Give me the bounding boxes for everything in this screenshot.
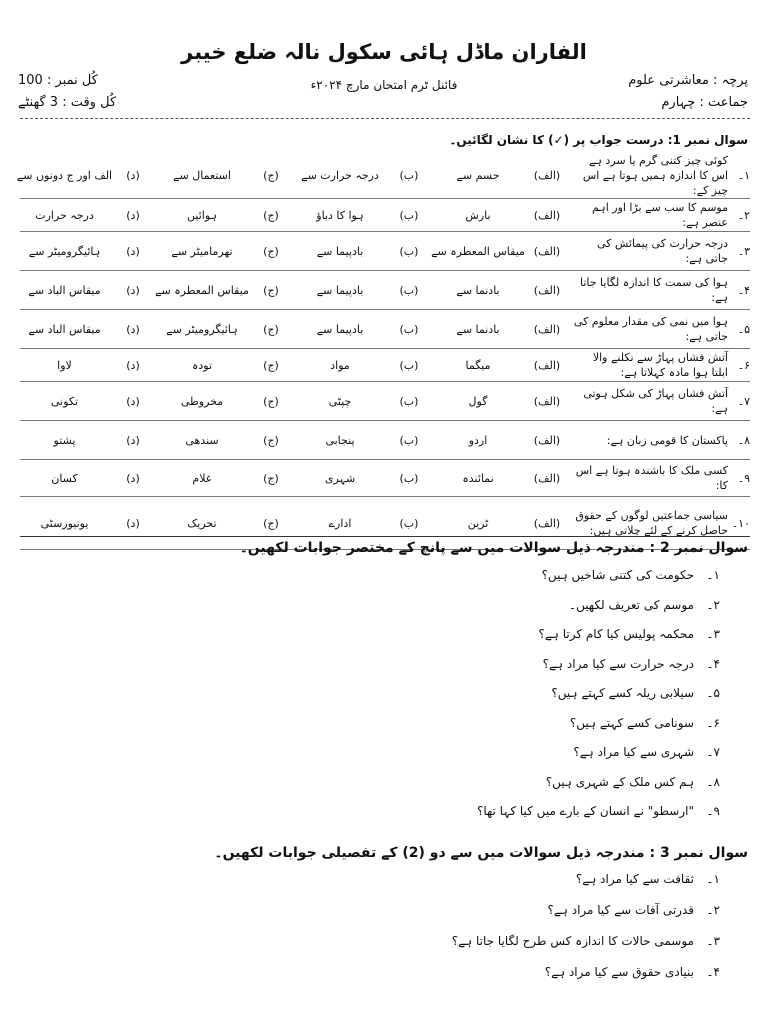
option-text: تودہ xyxy=(191,358,213,372)
mcq-option-c[interactable] xyxy=(153,284,291,297)
mcq-question: درجہ حرارت کی پیمائش کی جاتی ہے: xyxy=(596,237,728,265)
option-text: تکونی xyxy=(50,394,79,408)
option-text: گول xyxy=(468,394,488,408)
option-letter: (د) xyxy=(126,394,140,408)
option-letter: (د) xyxy=(126,244,140,258)
mcq-row xyxy=(16,152,750,199)
mcq-option-a[interactable] xyxy=(429,517,567,530)
option-letter: (ج) xyxy=(263,358,279,372)
question-number: ۱۔ xyxy=(706,872,720,886)
mcq-option-d[interactable] xyxy=(16,395,153,408)
mcq-option-a[interactable] xyxy=(429,359,567,372)
option-text: بادنما سے xyxy=(456,322,500,336)
mcq-option-b[interactable] xyxy=(291,395,429,408)
mcq-row xyxy=(20,310,750,349)
mcq-option-d[interactable] xyxy=(16,359,153,372)
option-letter: (ب) xyxy=(399,394,419,408)
option-letter: (ب) xyxy=(399,283,419,297)
mcq-number: ۱۰۔ xyxy=(731,516,750,530)
mcq-number: ۷۔ xyxy=(737,394,750,408)
option-letter: (الف) xyxy=(533,283,561,297)
q1-heading: سوال نمبر 1: درست جواب پر (✓) کا نشان لگائیں۔ xyxy=(449,133,748,147)
mcq-row xyxy=(20,232,750,271)
mcq-option-a[interactable] xyxy=(429,169,567,182)
mcq-question: کوئی چیز کتنی گرم یا سرد ہے اس کا اندازہ ہمیں ہوتا ہے اس چیز کے: xyxy=(582,153,728,197)
option-text: پنجابی xyxy=(325,433,355,447)
question-number: ۳۔ xyxy=(706,627,720,641)
option-letter: (الف) xyxy=(533,358,561,372)
option-letter: (الف) xyxy=(533,168,561,182)
mcq-number: ۹۔ xyxy=(737,471,750,485)
question-text: سونامی کسے کہتے ہیں؟ xyxy=(569,715,694,730)
mcq-option-c[interactable] xyxy=(153,245,291,258)
question-text: حکومت کی کتنی شاخیں ہیں؟ xyxy=(541,568,694,582)
option-letter: (د) xyxy=(126,322,140,336)
q2-question xyxy=(551,686,720,700)
paper-class: جماعت : چہارم xyxy=(661,95,748,110)
mcq-option-a[interactable] xyxy=(429,472,567,485)
option-letter: (ج) xyxy=(263,283,279,297)
mcq-number: ۲۔ xyxy=(737,208,750,222)
question-number: ۵۔ xyxy=(706,686,720,700)
mcq-question: کسی ملک کا باشندہ ہوتا ہے اس کا: xyxy=(575,464,728,492)
option-letter: (ج) xyxy=(263,322,279,336)
q2-question xyxy=(569,598,720,612)
option-letter: (د) xyxy=(126,208,140,222)
mcq-number: ۱۔ xyxy=(737,168,750,182)
mcq-option-d[interactable] xyxy=(16,472,153,485)
total-time: کُل وقت : 3 گھنٹے xyxy=(18,95,117,110)
option-letter: (الف) xyxy=(533,244,561,258)
option-letter: (ب) xyxy=(399,358,419,372)
mcq-question: آتش فشاں پہاڑ سے نکلنے والا ابلتا ہوا مادہ کہلاتا ہے: xyxy=(592,351,728,379)
question-number: ۲۔ xyxy=(706,597,720,612)
mcq-question: سیاسی جماعتیں لوگوں کے حقوق حاصل کرنے کے لئے چلاتی ہیں: xyxy=(575,509,728,537)
option-letter: (د) xyxy=(126,168,140,182)
school-name: الفاران ماڈل ہائی سکول نالہ ضلع خیبر xyxy=(181,40,587,64)
mcq-option-a[interactable] xyxy=(429,434,567,447)
mcq-option-a[interactable] xyxy=(429,284,567,297)
option-letter: (ج) xyxy=(263,208,279,222)
mcq-question: پاکستان کا قومی زبان ہے: xyxy=(606,433,728,447)
option-text: غلام xyxy=(192,471,212,485)
option-letter: (ج) xyxy=(263,516,279,530)
question-number: ۱۔ xyxy=(706,568,720,582)
option-letter: (الف) xyxy=(533,433,561,447)
total-marks: کُل نمبر : 100 xyxy=(18,73,98,88)
option-letter: (الف) xyxy=(533,322,561,336)
mcq-option-c[interactable] xyxy=(153,323,291,336)
option-letter: (ب) xyxy=(399,322,419,336)
option-letter: (د) xyxy=(126,471,140,485)
mcq-row xyxy=(20,382,750,421)
option-text: میگما xyxy=(465,358,491,372)
question-text: ہم کس ملک کے شہری ہیں؟ xyxy=(545,774,694,789)
question-number: ۷۔ xyxy=(706,745,720,759)
mcq-option-c[interactable] xyxy=(153,517,291,530)
question-text: ثقافت سے کیا مراد ہے؟ xyxy=(575,872,694,886)
mcq-option-d[interactable] xyxy=(16,169,153,182)
q3-question xyxy=(452,934,720,948)
paper-subject: پرچہ : معاشرتی علوم xyxy=(628,73,748,88)
mcq-option-b[interactable] xyxy=(291,245,429,258)
mcq-option-a[interactable] xyxy=(429,209,567,222)
question-text: درجہ حرارت سے کیا مراد ہے؟ xyxy=(542,656,694,671)
mcq-option-b[interactable] xyxy=(291,434,429,447)
mcq-question: ہوا میں نمی کی مقدار معلوم کی جاتی ہے: xyxy=(573,315,728,343)
mcq-option-b[interactable] xyxy=(291,209,429,222)
q3-question xyxy=(547,903,720,917)
option-letter: (ج) xyxy=(263,433,279,447)
option-text: ہائیگرومیٹر سے xyxy=(166,322,238,336)
option-letter: (د) xyxy=(126,358,140,372)
option-text: مواد xyxy=(330,358,350,372)
option-letter: (ب) xyxy=(399,471,419,485)
mcq-row xyxy=(20,199,750,232)
option-letter: (ب) xyxy=(399,208,419,222)
mcq-option-a[interactable] xyxy=(429,395,567,408)
option-letter: (الف) xyxy=(533,516,561,530)
mcq-option-d[interactable] xyxy=(16,434,153,447)
question-text: "ارسطو" نے انسان کے بارے میں کیا کہا تھا؟ xyxy=(476,804,694,818)
option-letter: (ب) xyxy=(399,168,419,182)
option-letter: (ب) xyxy=(399,433,419,447)
mcq-option-c[interactable] xyxy=(153,359,291,372)
option-text: لاوا xyxy=(57,358,72,372)
q3-heading: سوال نمبر 3 : مندرجہ ذیل سوالات میں سے دو (2) کے تفصیلی جوابات لکھیں۔ xyxy=(214,845,748,861)
mcq-number: ۵۔ xyxy=(737,322,750,336)
mcq-number: ۸۔ xyxy=(737,433,750,447)
mcq-row xyxy=(20,271,750,310)
question-text: سیلابی ریلہ کسے کہتے ہیں؟ xyxy=(551,686,694,700)
option-text: استعمال سے xyxy=(173,168,231,182)
mcq-option-d[interactable] xyxy=(16,245,153,258)
option-letter: (الف) xyxy=(533,471,561,485)
q3-question xyxy=(576,872,720,886)
option-letter: (د) xyxy=(126,433,140,447)
mcq-option-d[interactable] xyxy=(16,323,153,336)
option-text: ہائیگرومیٹر سے xyxy=(28,244,101,258)
option-letter: (ج) xyxy=(263,471,279,485)
option-letter: (د) xyxy=(126,283,140,297)
question-number: ۲۔ xyxy=(706,903,720,917)
option-text: میقاس المعطرہ سے xyxy=(155,283,249,297)
option-text: میقاس المعطرہ سے xyxy=(431,244,525,258)
option-letter: (ب) xyxy=(399,244,419,258)
option-text: شہری xyxy=(324,471,356,485)
option-letter: (ج) xyxy=(263,168,279,182)
mcq-option-b[interactable] xyxy=(291,323,429,336)
mcq-table xyxy=(16,152,750,550)
question-number: ۹۔ xyxy=(706,804,720,818)
option-letter: (ج) xyxy=(263,244,279,258)
q2-question xyxy=(570,716,720,730)
option-letter: (الف) xyxy=(533,208,561,222)
mcq-question: ہوا کی سمت کا اندازہ لگایا جاتا ہے: xyxy=(580,276,728,304)
option-text: میقاس الباد سے xyxy=(28,283,101,297)
option-text: بادپیما سے xyxy=(316,322,364,336)
question-text: موسمی حالات کا اندازہ کس طرح لگایا جاتا ہے؟ xyxy=(451,934,694,948)
option-text: میقاس الباد سے xyxy=(28,322,101,336)
mcq-option-a[interactable] xyxy=(429,245,567,258)
option-text: چپٹی xyxy=(328,394,352,408)
mcq-option-b[interactable] xyxy=(291,359,429,372)
question-text: شہری سے کیا مراد ہے؟ xyxy=(573,745,694,759)
q2-question xyxy=(573,745,720,759)
mcq-option-b[interactable] xyxy=(291,517,429,530)
mcq-option-a[interactable] xyxy=(429,323,567,336)
option-text: نمائندہ xyxy=(462,471,494,485)
mcq-row xyxy=(20,349,750,382)
question-number: ۸۔ xyxy=(706,774,720,789)
mcq-row xyxy=(20,460,750,497)
option-text: بادنما سے xyxy=(456,283,500,297)
option-text: کسان xyxy=(51,471,78,485)
option-text: مخروطی xyxy=(180,394,224,408)
option-text: درجہ حرارت xyxy=(35,208,94,222)
option-text: درجہ حرارت سے xyxy=(301,168,379,182)
option-text: پشتو xyxy=(53,433,76,447)
option-text: ہوائیں xyxy=(187,208,217,222)
question-text: قدرتی آفات سے کیا مراد ہے؟ xyxy=(547,903,694,917)
marks-meta xyxy=(18,70,116,114)
option-letter: (الف) xyxy=(533,394,561,408)
q2-question xyxy=(546,775,720,789)
mcq-option-b[interactable] xyxy=(291,472,429,485)
q2-question xyxy=(538,627,720,641)
option-text: تحریک xyxy=(187,516,217,530)
option-text: سندھی xyxy=(185,433,219,447)
mcq-option-d[interactable] xyxy=(16,517,153,530)
question-text: بنیادی حقوق سے کیا مراد ہے؟ xyxy=(544,965,694,979)
option-text: ادارے xyxy=(328,516,352,530)
option-text: بارش xyxy=(465,208,491,222)
q3-question xyxy=(545,965,720,979)
question-number: ۴۔ xyxy=(706,965,720,979)
question-text: محکمہ پولیس کیا کام کرتا ہے؟ xyxy=(538,627,694,641)
option-text: بادپیما سے xyxy=(316,283,364,297)
mcq-number: ۴۔ xyxy=(737,283,750,297)
mcq-option-d[interactable] xyxy=(16,284,153,297)
q1-bottom-rule xyxy=(20,536,750,537)
option-text: جسم سے xyxy=(456,168,500,182)
mcq-option-c[interactable] xyxy=(153,395,291,408)
question-number: ۳۔ xyxy=(706,934,720,948)
mcq-option-c[interactable] xyxy=(153,472,291,485)
paper-meta xyxy=(628,70,748,114)
option-letter: (ب) xyxy=(399,516,419,530)
option-text: تھرمامیٹر سے xyxy=(171,244,233,258)
mcq-question: موسم کا سب سے بڑا اور اہم عنصر ہے: xyxy=(591,201,728,229)
option-letter: (د) xyxy=(126,516,140,530)
question-number: ۶۔ xyxy=(706,715,720,730)
exam-title: فائنل ٹرم امتحان مارچ ۲۰۲۴ء xyxy=(310,78,458,92)
option-text: اردو xyxy=(468,433,488,447)
q2-question xyxy=(543,657,720,671)
question-number: ۴۔ xyxy=(706,656,720,671)
option-letter: (ج) xyxy=(263,394,279,408)
q2-question xyxy=(477,804,720,818)
mcq-option-c[interactable] xyxy=(153,169,291,182)
mcq-option-c[interactable] xyxy=(153,209,291,222)
header-divider xyxy=(20,118,750,119)
q2-heading: سوال نمبر 2 : مندرجہ ذیل سوالات میں سے پانچ کے مختصر جوابات لکھیں۔ xyxy=(239,540,748,556)
mcq-question: آتش فشاں پہاڑ کی شکل ہوتی ہے: xyxy=(583,387,728,415)
question-text: موسم کی تعریف لکھیں۔ xyxy=(569,597,694,612)
mcq-option-d[interactable] xyxy=(16,209,153,222)
option-text: یونیورسٹی xyxy=(40,516,89,530)
mcq-option-b[interactable] xyxy=(291,284,429,297)
option-text: ٹرین xyxy=(467,516,489,530)
mcq-option-c[interactable] xyxy=(153,434,291,447)
mcq-number: ۳۔ xyxy=(737,244,750,258)
option-text: بادپیما سے xyxy=(316,244,364,258)
mcq-row xyxy=(20,421,750,460)
q2-question xyxy=(542,568,720,582)
option-text: ہوا کا دباؤ xyxy=(316,208,364,222)
option-text: الف اور ج دونوں سے xyxy=(16,168,113,182)
mcq-number: ۶۔ xyxy=(737,358,750,372)
mcq-option-b[interactable] xyxy=(291,169,429,182)
